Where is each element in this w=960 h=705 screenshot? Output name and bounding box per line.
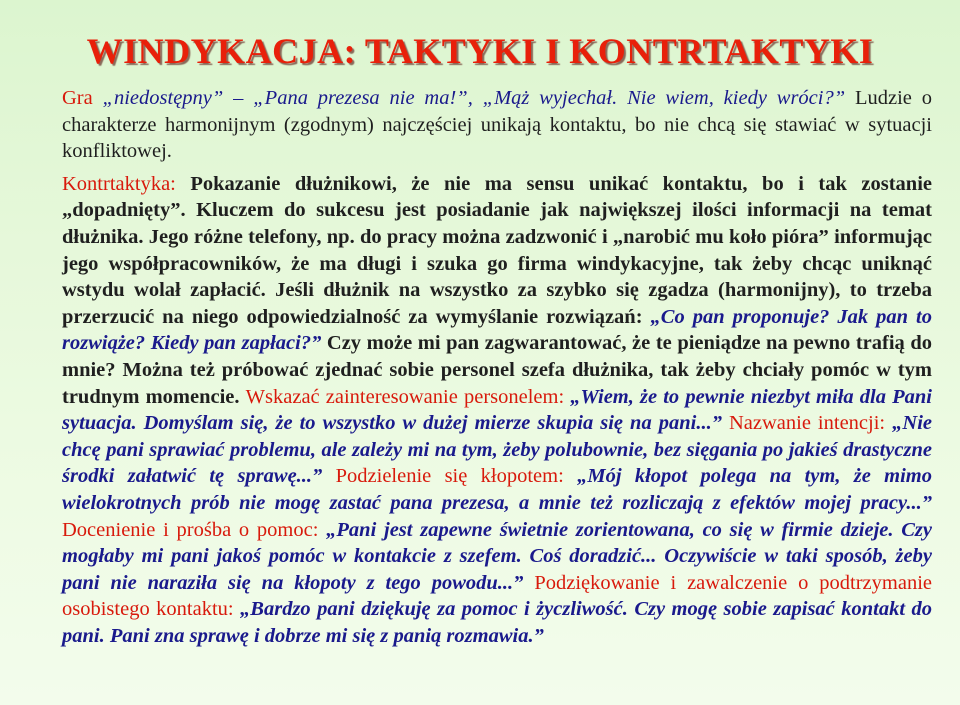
docenienie-label: Docenienie i prośba o pomoc: <box>62 518 319 541</box>
podzielenie-label: Podzielenie się kłopotem: <box>322 465 564 488</box>
kontrtaktyka-label: Kontrtaktyka: <box>62 172 176 195</box>
body-text <box>62 85 932 655</box>
kontrtaktyka-text-2: Czy może mi pan zagwarantować, że te pieniądze na pewno trafią do mnie? Można też próbować zjednać sobie personel szefa dłużnika, tak żeby chciały pomóc w tym trudnym momencie. <box>62 332 932 408</box>
quote-3: „Nie chcę pani sprawiać problemu, ale zależy mi na tym, żeby polubownie, bez sięgania po jakieś drastyczne środki załatwić tę sprawę...” <box>62 412 932 488</box>
quote-5: „Pani jest zapewne świetnie zorientowana, co się w firmie dzieje. Czy mogłaby mi pani jakoś pomóc w kontakcie z szefem. Coś doradzić... Oczywiście w taki sposób, żeby pani nie naraziła się na kłopoty z tego powodu...” <box>62 518 932 594</box>
gra-text: Ludzie o charakterze harmonijnym (zgodnym) najczęściej unikają kontaktu, bo nie chcą się stawiać w sytuacji konfliktowej. <box>62 87 933 163</box>
quote-4: „Mój kłopot polega na tym, że mimo wielokrotnych prób nie mogę zastać pana prezesa, a mnie też rozliczają z efektów mojej pracy...” <box>62 465 932 514</box>
kontrtaktyka-text-1: Pokazanie dłużnikowi, że nie ma sensu unikać kontaktu, bo i tak zostanie „dopadnięty”. Kluczem do sukcesu jest posiadanie jak największej ilości informacji na temat dłużnika. Jego różne telefony, np. do pracy można zadzwonić i „narobić mu koło pióra” informując jego współpracowników, że ma długi i szuka go firma windykacyjne, tak żeby chcąc uniknąć wstydu wolał zapłacić. Jeśli dłużnik na wszystko za szybko się zgadza (harmonijny), to trzeba przerzucić na niego odpowiedzialność za wymyślanie rozwiązań: <box>62 172 932 328</box>
quote-2: „Wiem, że to pewnie niezbyt miła dla Pani sytuacja. Domyślam się, że to wszystko w dużej mierze skupia się na pani...” <box>62 385 932 435</box>
gra-quote: „niedostępny” – „Pana prezesa nie ma!”, „Mąż wyjechał. Nie wiem, kiedy wróci?” <box>92 87 846 109</box>
nazwanie-label: Nazwanie intencji: <box>721 412 886 435</box>
podziekowanie-label: Podziękowanie i zawalczenie o podtrzymanie osobistego kontaktu: <box>62 571 932 621</box>
quote-1: „Co pan proponuje? Jak pan to rozwiąże? Kiedy pan zapłaci?” <box>62 305 933 355</box>
paragraph-gra <box>62 85 932 165</box>
quote-6: „Bardzo pani dziękuję za pomoc i życzliwość. Czy mogę sobie zapisać kontakt do pani. Pani zna sprawę i dobrze mi się z panią rozmawia.” <box>62 598 932 647</box>
paragraph-kontrtaktyka <box>62 171 932 650</box>
page-title: WINDYKACJA: TAKTYKI I KONTRTAKTYKI <box>86 31 874 71</box>
gra-label: Gra <box>62 87 93 109</box>
wskazac-label: Wskazać zainteresowanie personelem: <box>245 385 565 408</box>
